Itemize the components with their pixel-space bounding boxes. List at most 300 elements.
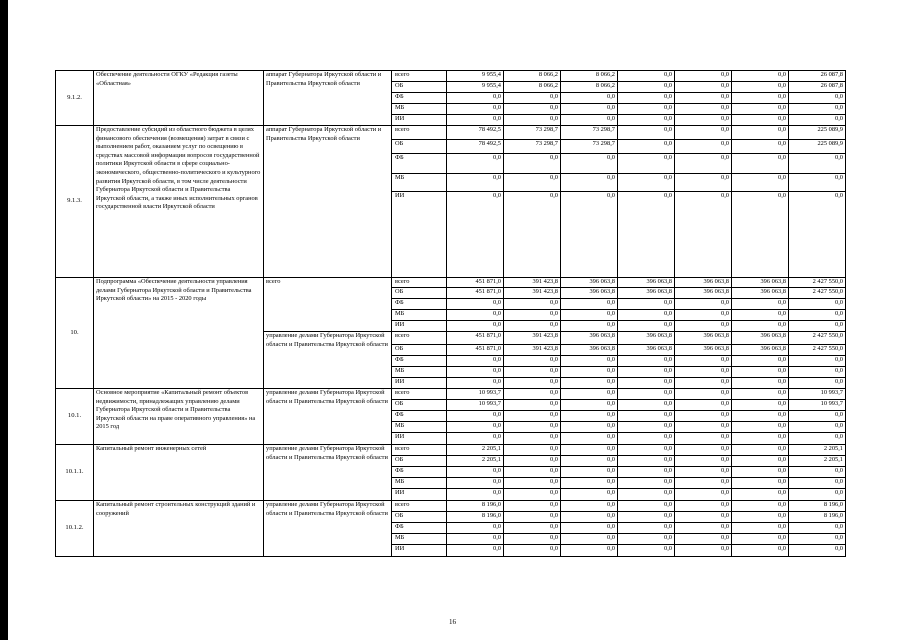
year-value-cell: 0,0 (504, 411, 561, 422)
funding-source-cell: ИИ (392, 378, 447, 389)
total-value-cell: 0,0 (789, 367, 846, 378)
year-value-cell: 0,0 (618, 433, 675, 445)
year-value-cell: 0,0 (675, 321, 732, 332)
year-value-cell: 0,0 (447, 545, 504, 557)
year-value-cell: 0,0 (504, 545, 561, 557)
year-value-cell: 0,0 (561, 489, 618, 501)
year-value-cell: 0,0 (675, 456, 732, 467)
funding-source-cell: всего (392, 501, 447, 512)
item-name-cell: Подпрограмма «Обеспечение деятельности управления делами Губернатора Иркутской области и Правительства Иркутской области» на 2015 - 2020 годы (94, 278, 264, 389)
year-value-cell: 0,0 (504, 445, 561, 456)
year-value-cell: 0,0 (618, 140, 675, 154)
year-value-cell: 0,0 (561, 389, 618, 400)
year-value-cell: 0,0 (447, 422, 504, 433)
funding-source-cell: ФБ (392, 154, 447, 174)
year-value-cell: 0,0 (504, 93, 561, 104)
year-value-cell: 0,0 (561, 356, 618, 367)
year-value-cell: 0,0 (618, 154, 675, 174)
year-value-cell: 0,0 (504, 378, 561, 389)
item-number-cell: 10.1.1. (56, 445, 94, 501)
funding-source-cell: ОБ (392, 288, 447, 299)
funding-source-cell: МБ (392, 534, 447, 545)
total-value-cell: 0,0 (789, 534, 846, 545)
year-value-cell: 0,0 (732, 400, 789, 411)
total-value-cell: 0,0 (789, 356, 846, 367)
funding-source-cell: ИИ (392, 321, 447, 332)
year-value-cell: 0,0 (504, 422, 561, 433)
total-value-cell: 0,0 (789, 489, 846, 501)
year-value-cell: 0,0 (618, 389, 675, 400)
funding-source-cell: всего (392, 126, 447, 140)
year-value-cell: 9 955,4 (447, 82, 504, 93)
total-value-cell: 2 427 550,0 (789, 345, 846, 356)
year-value-cell: 0,0 (675, 501, 732, 512)
year-value-cell: 0,0 (618, 367, 675, 378)
total-value-cell: 8 196,0 (789, 512, 846, 523)
total-value-cell: 0,0 (789, 299, 846, 310)
executor-cell: управление делами Губернатора Иркутской области и Правительства Иркутской области (264, 389, 392, 445)
total-value-cell: 0,0 (789, 93, 846, 104)
item-number-cell: 10.1.2. (56, 501, 94, 557)
funding-source-cell: МБ (392, 310, 447, 321)
funding-source-cell: ФБ (392, 411, 447, 422)
year-value-cell: 0,0 (675, 478, 732, 489)
year-value-cell: 0,0 (675, 115, 732, 126)
year-value-cell: 0,0 (447, 115, 504, 126)
total-value-cell: 10 993,7 (789, 389, 846, 400)
year-value-cell: 0,0 (447, 433, 504, 445)
year-value-cell: 0,0 (732, 356, 789, 367)
year-value-cell: 0,0 (504, 192, 561, 278)
year-value-cell: 0,0 (618, 71, 675, 82)
year-value-cell: 0,0 (561, 93, 618, 104)
year-value-cell: 0,0 (561, 433, 618, 445)
year-value-cell: 0,0 (618, 501, 675, 512)
table-row (56, 126, 846, 140)
year-value-cell: 0,0 (504, 367, 561, 378)
executor-cell: управление делами Губернатора Иркутской области и Правительства Иркутской области (264, 332, 392, 389)
item-name-cell: Основное мероприятие «Капитальный ремонт объектов недвижимости, принадлежащих управлению делами Губернатора Иркутской области и Правительства Иркутской области на праве оперативного управления» на 2015 год (94, 389, 264, 445)
year-value-cell: 0,0 (447, 356, 504, 367)
year-value-cell: 0,0 (675, 389, 732, 400)
year-value-cell: 0,0 (561, 378, 618, 389)
year-value-cell: 0,0 (618, 478, 675, 489)
funding-source-cell: ОБ (392, 400, 447, 411)
year-value-cell: 396 063,8 (561, 332, 618, 345)
year-value-cell: 0,0 (675, 489, 732, 501)
funding-source-cell: ОБ (392, 82, 447, 93)
year-value-cell: 0,0 (675, 93, 732, 104)
year-value-cell: 396 063,8 (675, 288, 732, 299)
year-value-cell: 0,0 (675, 422, 732, 433)
year-value-cell: 2 205,1 (447, 456, 504, 467)
total-value-cell: 0,0 (789, 422, 846, 433)
year-value-cell: 0,0 (504, 104, 561, 115)
document-sheet (55, 70, 845, 557)
year-value-cell: 0,0 (732, 422, 789, 433)
year-value-cell: 0,0 (447, 310, 504, 321)
year-value-cell: 0,0 (618, 321, 675, 332)
year-value-cell: 0,0 (504, 501, 561, 512)
year-value-cell: 0,0 (618, 115, 675, 126)
year-value-cell: 0,0 (675, 82, 732, 93)
year-value-cell: 0,0 (447, 321, 504, 332)
year-value-cell: 0,0 (732, 545, 789, 557)
funding-source-cell: ИИ (392, 433, 447, 445)
table-row (56, 71, 846, 82)
funding-source-cell: ОБ (392, 512, 447, 523)
funding-source-cell: ИИ (392, 115, 447, 126)
year-value-cell: 0,0 (675, 367, 732, 378)
total-value-cell: 26 087,8 (789, 82, 846, 93)
year-value-cell: 0,0 (504, 512, 561, 523)
year-value-cell: 0,0 (732, 534, 789, 545)
year-value-cell: 2 205,1 (447, 445, 504, 456)
year-value-cell: 0,0 (504, 433, 561, 445)
budget-table (55, 70, 846, 557)
funding-source-cell: всего (392, 332, 447, 345)
total-value-cell: 26 087,8 (789, 71, 846, 82)
year-value-cell: 0,0 (561, 299, 618, 310)
page-number: 16 (449, 618, 456, 626)
item-name-cell: Капитальный ремонт строительных конструкций зданий и сооружений (94, 501, 264, 557)
year-value-cell: 0,0 (618, 93, 675, 104)
year-value-cell: 0,0 (675, 140, 732, 154)
year-value-cell: 0,0 (561, 545, 618, 557)
year-value-cell: 0,0 (561, 400, 618, 411)
year-value-cell: 0,0 (732, 411, 789, 422)
year-value-cell: 391 423,8 (504, 288, 561, 299)
funding-source-cell: МБ (392, 367, 447, 378)
year-value-cell: 0,0 (732, 389, 789, 400)
year-value-cell: 0,0 (447, 378, 504, 389)
year-value-cell: 396 063,8 (675, 278, 732, 288)
year-value-cell: 0,0 (675, 174, 732, 192)
funding-source-cell: МБ (392, 174, 447, 192)
year-value-cell: 0,0 (732, 115, 789, 126)
year-value-cell: 10 993,7 (447, 400, 504, 411)
year-value-cell: 0,0 (618, 489, 675, 501)
funding-source-cell: ИИ (392, 545, 447, 557)
year-value-cell: 0,0 (732, 140, 789, 154)
year-value-cell: 0,0 (675, 104, 732, 115)
year-value-cell: 8 196,0 (447, 501, 504, 512)
year-value-cell: 0,0 (447, 411, 504, 422)
year-value-cell: 0,0 (504, 389, 561, 400)
year-value-cell: 73 298,7 (504, 140, 561, 154)
scan-edge-bar (0, 0, 8, 640)
funding-source-cell: ОБ (392, 345, 447, 356)
year-value-cell: 0,0 (732, 445, 789, 456)
year-value-cell: 0,0 (675, 154, 732, 174)
executor-cell: аппарат Губернатора Иркутской области и Правительства Иркутской области (264, 126, 392, 278)
year-value-cell: 391 423,8 (504, 332, 561, 345)
year-value-cell: 0,0 (504, 174, 561, 192)
year-value-cell: 391 423,8 (504, 278, 561, 288)
year-value-cell: 0,0 (732, 126, 789, 140)
year-value-cell: 0,0 (504, 523, 561, 534)
year-value-cell: 0,0 (447, 104, 504, 115)
year-value-cell: 0,0 (675, 445, 732, 456)
year-value-cell: 0,0 (504, 154, 561, 174)
year-value-cell: 0,0 (732, 174, 789, 192)
year-value-cell: 0,0 (561, 411, 618, 422)
total-value-cell: 0,0 (789, 411, 846, 422)
year-value-cell: 0,0 (504, 467, 561, 478)
total-value-cell: 0,0 (789, 115, 846, 126)
year-value-cell: 0,0 (618, 456, 675, 467)
funding-source-cell: МБ (392, 104, 447, 115)
year-value-cell: 0,0 (561, 456, 618, 467)
funding-source-cell: ФБ (392, 299, 447, 310)
year-value-cell: 0,0 (618, 422, 675, 433)
year-value-cell: 396 063,8 (732, 278, 789, 288)
year-value-cell: 0,0 (561, 501, 618, 512)
year-value-cell: 0,0 (732, 71, 789, 82)
total-value-cell: 225 089,9 (789, 126, 846, 140)
year-value-cell: 0,0 (561, 467, 618, 478)
year-value-cell: 0,0 (732, 82, 789, 93)
year-value-cell: 73 298,7 (561, 126, 618, 140)
year-value-cell: 0,0 (618, 512, 675, 523)
year-value-cell: 0,0 (561, 104, 618, 115)
budget-table-body (56, 71, 846, 557)
year-value-cell: 0,0 (447, 478, 504, 489)
total-value-cell: 0,0 (789, 378, 846, 389)
funding-source-cell: ФБ (392, 93, 447, 104)
year-value-cell: 0,0 (675, 71, 732, 82)
year-value-cell: 0,0 (732, 433, 789, 445)
year-value-cell: 0,0 (561, 192, 618, 278)
year-value-cell: 396 063,8 (732, 332, 789, 345)
year-value-cell: 0,0 (561, 174, 618, 192)
year-value-cell: 451 871,0 (447, 345, 504, 356)
funding-source-cell: ФБ (392, 523, 447, 534)
year-value-cell: 0,0 (675, 433, 732, 445)
year-value-cell: 0,0 (561, 534, 618, 545)
year-value-cell: 0,0 (447, 154, 504, 174)
funding-source-cell: ИИ (392, 192, 447, 278)
year-value-cell: 396 063,8 (675, 332, 732, 345)
year-value-cell: 0,0 (618, 310, 675, 321)
total-value-cell: 225 089,9 (789, 140, 846, 154)
total-value-cell: 2 205,1 (789, 445, 846, 456)
year-value-cell: 0,0 (561, 523, 618, 534)
total-value-cell: 0,0 (789, 467, 846, 478)
year-value-cell: 0,0 (447, 523, 504, 534)
executor-cell: управление делами Губернатора Иркутской области и Правительства Иркутской области (264, 445, 392, 501)
year-value-cell: 0,0 (447, 192, 504, 278)
year-value-cell: 8 066,2 (561, 71, 618, 82)
year-value-cell: 0,0 (618, 82, 675, 93)
funding-source-cell: МБ (392, 422, 447, 433)
item-name-cell: Капитальный ремонт инженерных сетей (94, 445, 264, 501)
year-value-cell: 0,0 (561, 310, 618, 321)
total-value-cell: 0,0 (789, 433, 846, 445)
year-value-cell: 0,0 (618, 356, 675, 367)
year-value-cell: 0,0 (732, 192, 789, 278)
table-row (56, 501, 846, 512)
year-value-cell: 0,0 (732, 512, 789, 523)
funding-source-cell: всего (392, 71, 447, 82)
year-value-cell: 73 298,7 (561, 140, 618, 154)
year-value-cell: 451 871,0 (447, 332, 504, 345)
item-number-cell: 10. (56, 278, 94, 389)
executor-cell: всего (264, 278, 392, 332)
total-value-cell: 0,0 (789, 321, 846, 332)
year-value-cell: 0,0 (618, 523, 675, 534)
total-value-cell: 2 427 550,0 (789, 288, 846, 299)
year-value-cell: 0,0 (732, 456, 789, 467)
funding-source-cell: всего (392, 389, 447, 400)
year-value-cell: 0,0 (618, 400, 675, 411)
executor-cell: управление делами Губернатора Иркутской области и Правительства Иркутской области (264, 501, 392, 557)
year-value-cell: 0,0 (504, 489, 561, 501)
year-value-cell: 8 066,2 (504, 82, 561, 93)
year-value-cell: 0,0 (504, 115, 561, 126)
year-value-cell: 0,0 (504, 299, 561, 310)
item-name-cell: Обеспечение деятельности ОГКУ «Редакция газеты «Областная» (94, 71, 264, 126)
year-value-cell: 0,0 (504, 310, 561, 321)
year-value-cell: 0,0 (618, 174, 675, 192)
year-value-cell: 0,0 (561, 512, 618, 523)
year-value-cell: 78 492,5 (447, 126, 504, 140)
total-value-cell: 10 993,7 (789, 400, 846, 411)
year-value-cell: 0,0 (618, 467, 675, 478)
funding-source-cell: всего (392, 278, 447, 288)
year-value-cell: 0,0 (732, 523, 789, 534)
year-value-cell: 0,0 (447, 299, 504, 310)
year-value-cell: 396 063,8 (675, 345, 732, 356)
year-value-cell: 0,0 (675, 356, 732, 367)
funding-source-cell: ФБ (392, 356, 447, 367)
year-value-cell: 0,0 (675, 534, 732, 545)
year-value-cell: 0,0 (618, 126, 675, 140)
item-number-cell: 9.1.3. (56, 126, 94, 278)
year-value-cell: 78 492,5 (447, 140, 504, 154)
year-value-cell: 0,0 (447, 367, 504, 378)
funding-source-cell: ИИ (392, 489, 447, 501)
year-value-cell: 0,0 (447, 489, 504, 501)
year-value-cell: 0,0 (618, 378, 675, 389)
total-value-cell: 0,0 (789, 545, 846, 557)
table-row (56, 389, 846, 400)
year-value-cell: 391 423,8 (504, 345, 561, 356)
year-value-cell: 0,0 (618, 545, 675, 557)
year-value-cell: 0,0 (675, 378, 732, 389)
item-number-cell: 10.1. (56, 389, 94, 445)
year-value-cell: 396 063,8 (618, 278, 675, 288)
total-value-cell: 0,0 (789, 174, 846, 192)
year-value-cell: 0,0 (675, 400, 732, 411)
year-value-cell: 396 063,8 (732, 345, 789, 356)
year-value-cell: 0,0 (675, 299, 732, 310)
year-value-cell: 0,0 (732, 489, 789, 501)
year-value-cell: 451 871,0 (447, 278, 504, 288)
year-value-cell: 0,0 (447, 174, 504, 192)
year-value-cell: 0,0 (561, 115, 618, 126)
year-value-cell: 0,0 (561, 367, 618, 378)
year-value-cell: 8 066,2 (504, 71, 561, 82)
funding-source-cell: ОБ (392, 456, 447, 467)
total-value-cell: 0,0 (789, 310, 846, 321)
year-value-cell: 0,0 (504, 321, 561, 332)
year-value-cell: 0,0 (618, 104, 675, 115)
year-value-cell: 396 063,8 (618, 332, 675, 345)
year-value-cell: 0,0 (732, 93, 789, 104)
year-value-cell: 0,0 (618, 192, 675, 278)
year-value-cell: 0,0 (504, 534, 561, 545)
total-value-cell: 0,0 (789, 523, 846, 534)
total-value-cell: 2 205,1 (789, 456, 846, 467)
year-value-cell: 0,0 (504, 400, 561, 411)
year-value-cell: 451 871,0 (447, 288, 504, 299)
total-value-cell: 0,0 (789, 154, 846, 174)
executor-cell: аппарат Губернатора Иркутской области и Правительства Иркутской области (264, 71, 392, 126)
year-value-cell: 0,0 (732, 478, 789, 489)
year-value-cell: 0,0 (732, 321, 789, 332)
total-value-cell: 0,0 (789, 104, 846, 115)
total-value-cell: 0,0 (789, 478, 846, 489)
year-value-cell: 0,0 (732, 299, 789, 310)
year-value-cell: 0,0 (732, 104, 789, 115)
year-value-cell: 0,0 (561, 154, 618, 174)
year-value-cell: 8 066,2 (561, 82, 618, 93)
year-value-cell: 0,0 (732, 378, 789, 389)
year-value-cell: 0,0 (618, 534, 675, 545)
year-value-cell: 0,0 (447, 93, 504, 104)
year-value-cell: 396 063,8 (561, 345, 618, 356)
year-value-cell: 0,0 (561, 478, 618, 489)
funding-source-cell: всего (392, 445, 447, 456)
year-value-cell: 396 063,8 (618, 288, 675, 299)
year-value-cell: 0,0 (675, 512, 732, 523)
total-value-cell: 0,0 (789, 192, 846, 278)
item-name-cell: Предоставление субсидий из областного бюджета в целях финансового обеспечения (возмещения) затрат в связи с выполнением работ, оказанием услуг по освещению в средствах массовой информации вопросов государственной политики Иркутской области в сфере социально-экономического, общественно-политического и культурного развития Иркутской области, в том числе деятельности Губернатора Иркутской области и Правительства Иркутской области, а также иных исполнительных органов государственной власти Иркутской области (94, 126, 264, 278)
year-value-cell: 0,0 (504, 356, 561, 367)
total-value-cell: 2 427 550,0 (789, 278, 846, 288)
funding-source-cell: ОБ (392, 140, 447, 154)
funding-source-cell: МБ (392, 478, 447, 489)
year-value-cell: 0,0 (675, 411, 732, 422)
year-value-cell: 0,0 (675, 523, 732, 534)
year-value-cell: 9 955,4 (447, 71, 504, 82)
year-value-cell: 0,0 (675, 126, 732, 140)
year-value-cell: 396 063,8 (618, 345, 675, 356)
total-value-cell: 8 196,0 (789, 501, 846, 512)
item-number-cell: 9.1.2. (56, 71, 94, 126)
year-value-cell: 73 298,7 (504, 126, 561, 140)
funding-source-cell: ФБ (392, 467, 447, 478)
year-value-cell: 0,0 (561, 445, 618, 456)
year-value-cell: 0,0 (732, 367, 789, 378)
table-row (56, 445, 846, 456)
year-value-cell: 0,0 (504, 456, 561, 467)
year-value-cell: 0,0 (561, 422, 618, 433)
year-value-cell: 0,0 (618, 445, 675, 456)
year-value-cell: 396 063,8 (732, 288, 789, 299)
year-value-cell: 0,0 (732, 310, 789, 321)
year-value-cell: 0,0 (561, 321, 618, 332)
year-value-cell: 0,0 (618, 411, 675, 422)
year-value-cell: 396 063,8 (561, 288, 618, 299)
year-value-cell: 0,0 (447, 534, 504, 545)
year-value-cell: 0,0 (618, 299, 675, 310)
year-value-cell: 0,0 (732, 154, 789, 174)
year-value-cell: 0,0 (732, 467, 789, 478)
year-value-cell: 10 993,7 (447, 389, 504, 400)
year-value-cell: 0,0 (675, 310, 732, 321)
